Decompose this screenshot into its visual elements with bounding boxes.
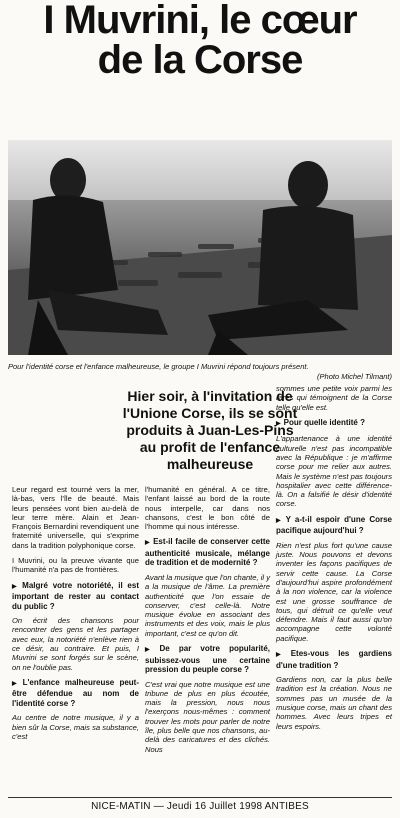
interview-question: ▶ L'enfance malheureuse peut-être défendue au nom de l'identité corse ?: [12, 678, 139, 709]
photo-illustration: [8, 140, 392, 355]
photo-caption: Pour l'identité corse et l'enfance malheureuse, le groupe I Muvrini répond toujours présent.: [8, 362, 309, 371]
photo-credit: (Photo Michel Tilmant): [317, 372, 392, 381]
interview-answer: Gardiens non, car la plus belle tradition est la création. Nous ne sommes pas un musée de la musique corse, mais un chant des hommes. Avec leurs tripes et leurs espoirs.: [276, 675, 392, 731]
paragraph: I Muvrini, ou la preuve vivante que l'humanité n'a pas de frontières.: [12, 556, 139, 575]
interview-question: ▶ Est-il facile de conserver cette authenticité musicale, mélange de tradition et de modernité ?: [145, 537, 270, 568]
column-3: [276, 384, 392, 737]
headline: [8, 0, 392, 80]
paragraph: sommes une petite voix parmi les rares qui témoignent de la Corse telle qu'elle est.: [276, 384, 392, 412]
interview-answer: C'est vrai que notre musique est une tribune de plus en plus écoutée, mais la pression, nous nous l'exerçons nous-mêmes : comment trouver les mots pour parler de notre île, plus belle que nos chansons, au-delà des caricatures et des clichés. Nous: [145, 679, 270, 754]
paragraph: Leur regard est tourné vers la mer, là-bas, vers l'île de beauté. Mais leurs pensées vont bien au-delà de leur terre mère. Alain et Jean-François Bernardini revendiquent une fraternité universelle, qui s'exprime dans la tradition polyphonique corse.: [12, 485, 139, 550]
column-2: [145, 485, 270, 760]
headline-line-1: I Muvrini, le cœur: [43, 0, 357, 42]
column-1: [12, 485, 139, 747]
interview-answer: Rien n'est plus fort qu'une cause juste. Nous pouvons et devons inventer les façons pacifiques de servir cette cause. La Corse d'aujourd'hui aspire profondément à la non violence, car la violence est une grosse souffrance de tous, qui détruit ce qu'elle veut défendre. Mais il faut aussi qu'on accompagne cette volonté pacifique.: [276, 540, 392, 643]
interview-question: ▶ Y a-t-il espoir d'une Corse pacifique aujourd'hui ?: [276, 515, 392, 536]
interview-answer: Avant la musique que l'on chante, il y a la musique de l'âme. La première authenticité que l'on essaie de conserver, c'est celle-là. Notre musique évolue en associant des instruments et des voix, mais le plus important, c'est ce qu'on dit.: [145, 572, 270, 638]
paragraph: l'humanité en général. A ce titre, l'enfant laissé au bord de la route nous interpelle, car dans nos chansons, c'est le bon côté de l'homme qui nous intéresse.: [145, 485, 270, 532]
interview-question: ▶ De par votre popularité, subissez-vous une certaine pression du peuple corse ?: [145, 644, 270, 675]
interview-question: ▶ Malgré votre notoriété, il est important de rester au contact du public ?: [12, 581, 139, 612]
interview-answer: Au centre de notre musique, il y a bien sûr la Corse, mais sa substance, c'est: [12, 713, 139, 742]
headline-line-2: de la Corse: [97, 38, 303, 82]
page-footer: NICE-MATIN — Jeudi 16 Juillet 1998 ANTIBES: [91, 801, 309, 812]
intro-heading: Hier soir, à l'invitation de l'Unione Corse, ils se sont produits à Juan-Les-Pins au profit de l'enfance malheureuse: [122, 388, 298, 472]
interview-answer: L'appartenance à une identité culturelle n'est pas incompatible avec la République : je m'affirme corse pour me relier aux autres. Mais le système n'est pas toujours hospitalier avec cette différence-là. On a falsifié le désir d'identité corse.: [276, 434, 392, 509]
footer-rule: [8, 797, 392, 798]
interview-question: ▶ Etes-vous les gardiens d'une tradition ?: [276, 649, 392, 670]
article-photo: [8, 140, 392, 355]
interview-question: ▶ Pour quelle identité ?: [276, 418, 392, 430]
interview-answer: On écrit des chansons pour rencontrer des gens et les partager avec eux, la notoriété n'enlève rien à ce désir, au contraire. Et puis, I Muvrini se sont forgés sur le scène, on ne l'oublie pas.: [12, 616, 139, 672]
